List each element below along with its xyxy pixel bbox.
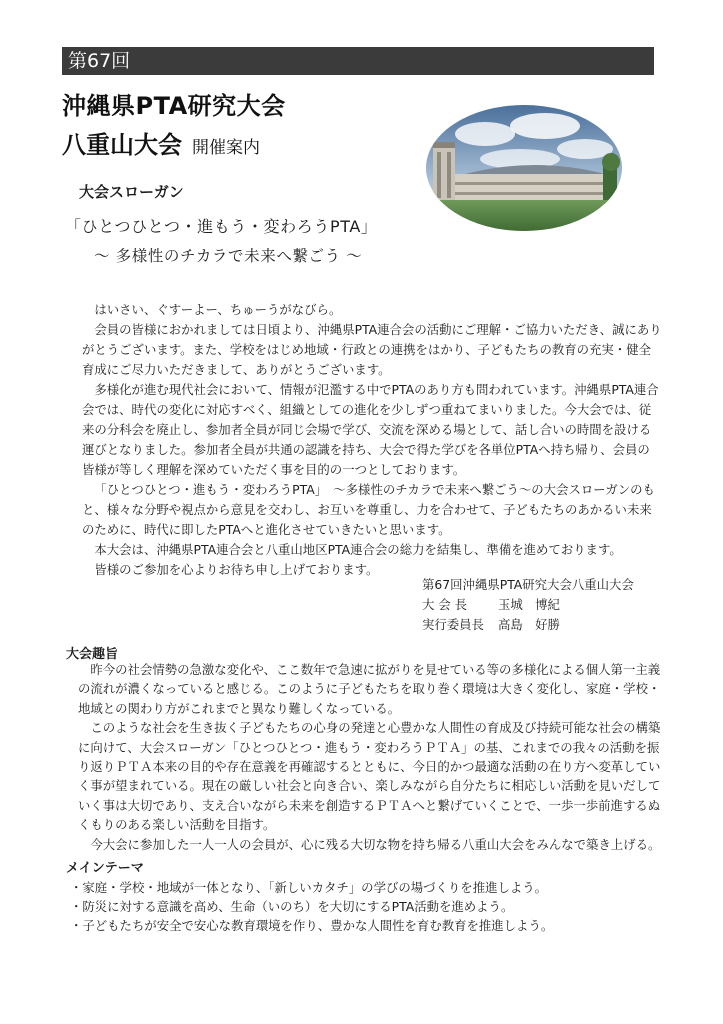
- greeting-paragraph: 多様化が進む現代社会において、情報が氾濫する中でPTAのあり方も問われています。沖縄県PTA連合会では、時代の変化に対応すべく、組織としての進化を少しずつ重ねてまいりました。今大会では、従来の分科会を廃止し、参加者全員が同じ会場で学び、交流を深める場として、話し合いの時間を設ける運びとなりました。参加者全員が共通の認識を持ち、大会で得た学びを各単位PTAへ持ち帰り、会員の皆様が等しく理解を深めていただく事を目的の一つとしております。: [82, 382, 659, 477]
- slogan-sub: ～ 多様性のチカラで未来へ繋ごう ～: [94, 247, 363, 265]
- venue-photo: [425, 104, 623, 232]
- main-theme-heading: メインテーマ: [66, 861, 144, 876]
- list-item: ・ 家庭・学校・地域が一体となり、「新しいカタチ」の学びの場づくりを推進しよう。: [70, 878, 553, 897]
- list-item: ・ 防災に対する意識を高め、生命（いのち）を大切にするPTA活動を進めよう。: [70, 897, 553, 916]
- purpose-heading: 大会趣旨: [66, 647, 119, 662]
- greeting-paragraph: 会員の皆様におかれましては日頃より、沖縄県PTA連合会の活動にご理解・ご協力いただき、誠にありがとうございます。また、学校をはじめ地域・行政との連携をはかり、子どもたちの教育の充実・健全育成にご尽力いただきまして、ありがとうございます。: [82, 322, 662, 377]
- session-banner: [62, 47, 654, 75]
- slogan-heading: 大会スローガン: [79, 183, 184, 201]
- signature-row: [422, 595, 634, 615]
- list-item: ・ 子どもたちが安全で安心な教育環境を作り、豊かな人間性を育む教育を推進しよう。: [70, 916, 553, 935]
- page-title: 沖縄県PTA研究大会: [62, 92, 286, 120]
- slogan-main: 「ひとつひとつ・進もう・変わろうPTA」: [65, 217, 378, 236]
- greeting-paragraph: 皆様のご参加を心よりお待ち申し上げております。: [94, 562, 379, 577]
- greeting-paragraph: はいさい、ぐすーよー、ちゅーうがなびら。: [94, 302, 342, 317]
- main-theme-list: [70, 878, 553, 935]
- signature-name: 玉城 博紀: [497, 597, 560, 612]
- signature-role: 大 会 長: [422, 597, 468, 612]
- signature-block: [422, 575, 634, 635]
- greeting-message: [82, 300, 662, 580]
- event-name-suffix: 開催案内: [192, 138, 260, 158]
- greeting-paragraph: 本大会は、沖縄県PTA連合会と八重山地区PTA連合会の総力を結集し、準備を進めております。: [94, 542, 622, 557]
- signature-name: 高島 好勝: [497, 617, 560, 632]
- signature-role: 実行委員長: [422, 617, 484, 632]
- purpose-paragraph: 今大会に参加した一人一人の会員が、心に残る大切な物を持ち帰る八重山大会をみんなで築き上げる。: [90, 836, 661, 852]
- event-name: 八重山大会: [62, 131, 182, 159]
- greeting-paragraph: 「ひとつひとつ・進もう・変わろうPTA」 ～多様性のチカラで未来へ繋ごう～の大会スローガンのもと、様々な分野や視点から意見を交わし、お互いを尊重し、力を合わせて、子どもたちのあかるい未来のために、時代に即したPTAへと進化させていきたいと思います。: [82, 482, 655, 537]
- session-label: 第67回: [68, 50, 131, 72]
- signature-row: [422, 615, 634, 635]
- purpose-paragraph: 昨今の社会情勢の急激な変化や、ここ数年で急速に拡がりを見せている等の多様化による個人第一主義の流れが濃くなっていると感じる。このように子どもたちを取り巻く環境は大きく変化し、家庭・学校・地域との関わり方がこれまでと異なり難しくなっている。: [78, 662, 661, 716]
- page-subtitle: [62, 125, 260, 160]
- purpose-paragraph: このような社会を生き抜く子どもたちの心身の発達と心豊かな人間性の育成及び持続可能な社会の構築に向けて、大会スローガン「ひとつひとつ・進もう・変わろうＰＴＡ」の基、これまでの我々の活動を振り返りＰＴＡ本来の目的や存在意義を再確認するとともに、今日的かつ最適な活動の在り方へ変革していく事が望まれている。現在の厳しい社会と向き合い、楽しみながら自分たちに相応しい活動を見いだしていく事は大切であり、支え合いながら未来を創造するＰＴＡへと繋げていくことで、一歩一歩前進するぬくもりのある楽しい活動を目指す。: [78, 720, 661, 833]
- signature-org: 第67回沖縄県PTA研究大会八重山大会: [422, 577, 634, 592]
- purpose-section: [78, 660, 662, 854]
